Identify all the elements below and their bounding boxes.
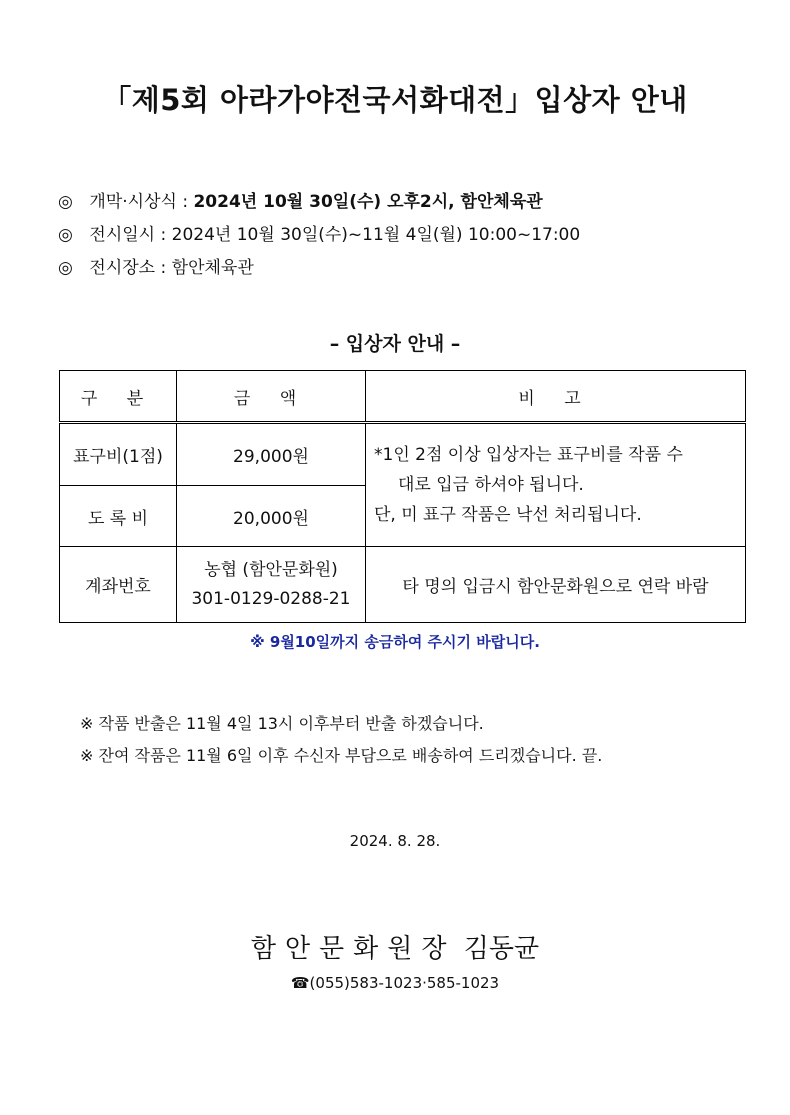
table-row <box>60 547 746 623</box>
account-note: 타 명의 입금시 함안문화원으로 연락 바람 <box>366 547 746 623</box>
remark-item: ※ 잔여 작품은 11월 6일 이후 수신자 부담으로 배송하여 드리겠습니다. 끝. <box>80 746 603 765</box>
payment-deadline-notice: ※ 9월10일까지 송금하여 주시기 바랍니다. <box>250 633 540 651</box>
table-row <box>60 423 746 486</box>
note-line: 대로 입금 하셔야 됩니다. <box>398 475 584 495</box>
double-circle-icon: ◎ <box>58 192 73 212</box>
row-amount: 29,000원 <box>177 423 366 486</box>
info-label: 개막·시상식 : <box>89 192 189 212</box>
section-heading: – 입상자 안내 – <box>329 333 461 355</box>
row-amount: 20,000원 <box>177 486 366 547</box>
bank-name: 농협 (함안문화원) <box>204 559 338 580</box>
account-number: 301-0129-0288-21 <box>191 588 351 609</box>
contact-phone: ☎(055)583-1023·585-1023 <box>290 974 500 992</box>
header-amount: 금 액 <box>177 371 366 423</box>
double-circle-icon: ◎ <box>58 258 73 278</box>
header-category: 구 분 <box>60 371 177 423</box>
remark-item: ※ 작품 반출은 11월 4일 13시 이후부터 반출 하겠습니다. <box>80 714 484 733</box>
row-category: 표구비(1점) <box>60 423 177 486</box>
signer-organization: 함안문화원장 <box>250 934 456 964</box>
signer-name: 김동균 <box>463 934 540 964</box>
remarks-cell <box>366 423 746 547</box>
awards-fee-table <box>59 370 746 623</box>
info-label: 전시일시 : <box>89 225 167 245</box>
exhibition-venue-info <box>58 253 254 278</box>
account-label: 계좌번호 <box>60 547 177 623</box>
info-value: 함안체육관 <box>171 258 254 278</box>
info-label: 전시장소 : <box>89 258 167 278</box>
info-value: 2024년 10월 30일(수)~11월 4일(월) 10:00~17:00 <box>171 225 581 245</box>
account-cell <box>177 547 366 623</box>
exhibition-dates-info <box>58 220 580 245</box>
signer-line <box>0 928 790 965</box>
document-title: 「제5회 아라가야전국서화대전」입상자 안내 <box>102 83 688 117</box>
opening-ceremony-info <box>58 187 543 212</box>
document-date: 2024. 8. 28. <box>349 832 441 850</box>
note-line: 단, 미 표구 작품은 낙선 처리됩니다. <box>374 505 642 525</box>
double-circle-icon: ◎ <box>58 225 73 245</box>
info-value: 2024년 10월 30일(수) 오후2시, 함안체육관 <box>193 192 543 212</box>
header-remarks: 비 고 <box>366 371 746 423</box>
table-header-row <box>60 371 746 423</box>
row-category: 도 록 비 <box>60 486 177 547</box>
note-line: *1인 2점 이상 입상자는 표구비를 작품 수 <box>374 445 683 465</box>
